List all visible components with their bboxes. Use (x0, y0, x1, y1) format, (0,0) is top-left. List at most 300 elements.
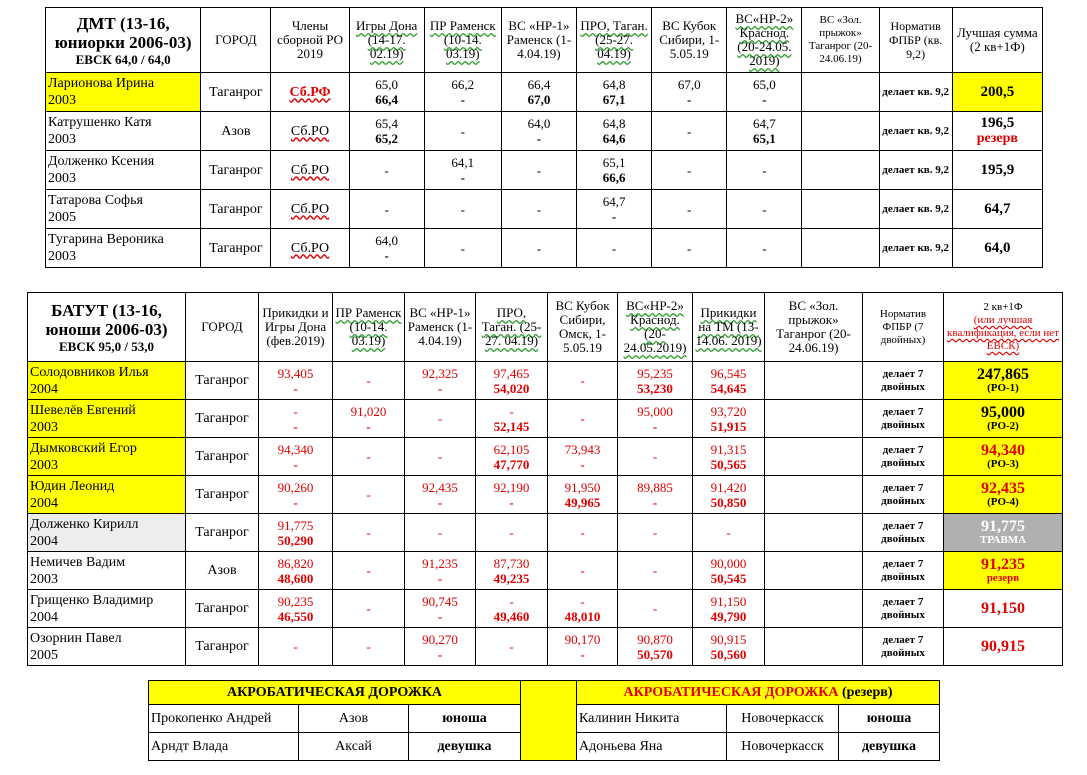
score-first: 91,235 (422, 555, 458, 571)
team-label: Сб.РФ (289, 84, 331, 100)
dmt-col-zol: ВС «Зол. прыжок» Таганрог (20-24.06.19) (802, 8, 879, 73)
score-first: 91,315 (710, 441, 747, 457)
score-second: - (536, 131, 542, 146)
track-title: АКРОБАТИЧЕСКАЯ ДОРОЖКА (149, 681, 521, 705)
score-cell (693, 362, 765, 400)
score-second: 49,790 (710, 608, 747, 624)
score-first: 96,545 (710, 365, 747, 381)
score-first: 93,405 (277, 365, 314, 381)
best-rank: (РО-1) (987, 382, 1019, 394)
athlete-name: Юдин Леонид (30, 478, 115, 494)
score-first: - (611, 240, 617, 256)
score-first: 64,8 (602, 116, 626, 131)
score-cell (405, 400, 476, 438)
score-first: 90,745 (422, 593, 458, 609)
score-cell (548, 400, 618, 438)
score-first: 97,465 (493, 365, 530, 381)
score-first: - (509, 593, 514, 609)
score-cell-pro (577, 73, 652, 112)
score-cell (765, 400, 863, 438)
score-first: - (437, 449, 443, 464)
score-first: 64,0 (527, 116, 551, 131)
score-second: 64,6 (602, 131, 626, 146)
best-sum: 92,435 (981, 480, 1025, 497)
team-cell (271, 229, 349, 268)
score-first: 90,000 (710, 555, 747, 571)
score-first: 66,4 (527, 77, 551, 92)
batut-col-vs2 (618, 293, 693, 362)
city-cell: Таганрог (201, 151, 271, 190)
score-first: - (762, 201, 767, 217)
score-first: 65,1 (602, 155, 626, 170)
score-cell (618, 362, 693, 400)
city-cell: Таганрог (186, 590, 259, 628)
score-cell (476, 438, 548, 476)
score-second: 52,145 (493, 418, 530, 434)
score-cell (765, 362, 863, 400)
score-first: 65,0 (375, 77, 399, 92)
athlete-name-cell (46, 229, 201, 268)
score-first: - (509, 639, 514, 654)
score-second: 50,545 (710, 570, 747, 586)
score-cell-games (349, 229, 424, 268)
score-cell-pr (424, 73, 501, 112)
dmt-col-vs1: ВС «НР-1» Раменск (1-4.04.19) (501, 8, 576, 73)
score-cell-vs1 (501, 190, 576, 229)
score-first: - (293, 639, 298, 654)
dmt-title-cell (46, 8, 201, 73)
score-first: 89,885 (637, 479, 673, 495)
best-sum: 196,5 (980, 115, 1015, 131)
dmt-col-pr (424, 8, 501, 73)
score-second: - (437, 608, 443, 624)
norm-cell: делает кв. 9,2 (879, 112, 952, 151)
dmt-row (46, 151, 1043, 190)
norm-cell: делает 7 двойных (863, 400, 944, 438)
score-first: - (366, 639, 371, 654)
batut-best-header: 2 кв+1Ф (983, 301, 1023, 313)
score-cell (476, 362, 548, 400)
score-first: - (437, 411, 443, 426)
batut-col-pr-label: ПР Раменск (10-14. 03.19) (335, 305, 402, 348)
score-second: 48,010 (564, 608, 601, 624)
score-cell-kub (652, 112, 727, 151)
score-second: - (293, 456, 298, 472)
score-first: - (652, 601, 658, 616)
score-cell-vs2 (727, 190, 802, 229)
score-second: 67,1 (602, 92, 626, 107)
batut-col-tm (693, 293, 765, 362)
athlete-name-cell (46, 73, 201, 112)
score-first: 64,1 (451, 155, 475, 170)
city-cell: Таганрог (186, 628, 259, 666)
score-first: - (366, 373, 371, 388)
score-first: 86,820 (277, 555, 314, 571)
score-first: - (580, 373, 585, 388)
score-first: - (652, 563, 658, 578)
norm-cell: делает кв. 9,2 (879, 190, 952, 229)
score-second: - (611, 209, 617, 224)
score-second: 54,645 (710, 380, 747, 396)
score-cell (693, 628, 765, 666)
dmt-col-kub: ВС Кубок Сибири, 1-5.05.19 (652, 8, 727, 73)
score-cell (765, 628, 863, 666)
score-cell (618, 590, 693, 628)
score-first: - (687, 240, 692, 256)
score-cell-pr (424, 151, 501, 190)
score-second: 49,460 (493, 608, 530, 624)
score-cell (476, 552, 548, 590)
score-second: 66,4 (375, 92, 399, 107)
athlete-name-cell (46, 190, 201, 229)
dmt-row (46, 229, 1043, 268)
score-second: 49,965 (564, 494, 601, 510)
score-first: 62,105 (493, 441, 530, 457)
city-cell: Таганрог (201, 190, 271, 229)
dmt-row (46, 73, 1043, 112)
score-first: - (384, 201, 389, 217)
score-second: - (293, 418, 298, 434)
track-main-gender-1: юноша (409, 705, 521, 733)
score-cell (693, 552, 765, 590)
best-note: резерв (976, 131, 1018, 146)
score-cell (548, 438, 618, 476)
score-cell-vs1 (501, 229, 576, 268)
score-first: - (652, 525, 658, 540)
score-cell (333, 628, 405, 666)
best-cell (944, 400, 1063, 438)
best-cell (952, 112, 1042, 151)
score-first: - (536, 162, 542, 178)
score-cell (765, 476, 863, 514)
score-cell-vs2 (727, 151, 802, 190)
score-first: - (366, 487, 371, 502)
best-rank: резерв (986, 572, 1020, 584)
batut-best-note: (или лучшая квалификация, если нет ЕВСК) (947, 314, 1059, 352)
track-reserve-title (577, 681, 940, 705)
score-cell (548, 628, 618, 666)
athlete-name: Долженко Ксения (48, 154, 155, 169)
score-second: 65,1 (752, 131, 776, 146)
score-cell-vs1 (501, 112, 576, 151)
athlete-name: Озорнин Павел (30, 630, 122, 646)
dmt-col-vs2-label: ВС«НР-2» Краснод. (20-24.05. 2019) (735, 11, 794, 68)
batut-table (27, 292, 1063, 666)
zol-cell (802, 229, 879, 268)
athlete-name: Ларионова Ирина (48, 76, 155, 91)
score-first: 95,000 (637, 403, 673, 419)
score-first: 64,7 (602, 194, 626, 209)
dmt-col-city: ГОРОД (201, 8, 271, 73)
score-second: 50,560 (710, 646, 747, 662)
score-cell (548, 590, 618, 628)
city-cell: Таганрог (201, 229, 271, 268)
norm-cell: делает кв. 9,2 (879, 151, 952, 190)
batut-row (28, 590, 1063, 628)
batut-col-pro (476, 293, 548, 362)
score-second: - (652, 418, 658, 434)
athlete-year: 2003 (48, 93, 76, 108)
track-reserve-title-text: АКРОБАТИЧЕСКАЯ ДОРОЖКА (623, 685, 839, 700)
score-cell (405, 438, 476, 476)
score-first: 95,235 (637, 365, 673, 381)
score-first: - (762, 162, 767, 178)
score-first: - (580, 593, 585, 609)
score-first: 92,190 (493, 479, 530, 495)
score-cell-vs1 (501, 151, 576, 190)
score-first: - (726, 525, 731, 540)
track-main-name-2: Арндт Влада (149, 733, 299, 761)
team-cell (271, 73, 349, 112)
best-cell (952, 151, 1042, 190)
athlete-year: 2003 (48, 249, 76, 264)
best-sum: 95,000 (981, 404, 1025, 421)
best-cell (944, 438, 1063, 476)
score-second: 50,290 (277, 532, 314, 548)
score-first: - (460, 240, 465, 256)
score-cell (693, 514, 765, 552)
batut-col-best (944, 293, 1063, 362)
best-sum: 247,865 (977, 366, 1029, 383)
score-cell (618, 438, 693, 476)
score-first: 65,4 (375, 116, 399, 131)
best-sum: 195,9 (980, 161, 1015, 178)
athlete-name: Солодовников Илья (30, 364, 149, 380)
score-second: - (293, 380, 298, 396)
score-first: - (536, 240, 542, 256)
batut-row (28, 438, 1063, 476)
score-second: 50,570 (637, 646, 673, 662)
track-reserve-city-1: Новочеркасск (727, 705, 839, 733)
team-cell (271, 112, 349, 151)
score-cell (259, 362, 333, 400)
score-first: - (580, 525, 585, 540)
score-cell (618, 628, 693, 666)
batut-row (28, 628, 1063, 666)
score-cell (618, 552, 693, 590)
dmt-row (46, 190, 1043, 229)
track-reserve-name-1: Калинин Никита (577, 705, 727, 733)
best-cell (944, 476, 1063, 514)
dmt-col-team: Члены сборной РО 2019 (271, 8, 349, 73)
score-cell-pro (577, 229, 652, 268)
score-first: - (460, 123, 465, 139)
batut-title: БАТУТ (13-16, юноши 2006-03) (45, 300, 168, 339)
score-cell (333, 514, 405, 552)
score-cell (259, 476, 333, 514)
score-second: - (460, 170, 465, 185)
score-first: 66,2 (451, 77, 475, 92)
athlete-year: 2005 (30, 647, 58, 663)
athlete-year: 2004 (30, 495, 58, 511)
norm-cell: делает кв. 9,2 (879, 73, 952, 112)
score-cell (405, 476, 476, 514)
batut-col-norm: Норматив ФПБР (7 двойных) (863, 293, 944, 362)
track-reserve-name-2: Адоньева Яна (577, 733, 727, 761)
score-first: 90,915 (710, 631, 747, 647)
score-cell (476, 628, 548, 666)
dmt-col-games (349, 8, 424, 73)
score-first: 67,0 (677, 77, 701, 92)
batut-row (28, 400, 1063, 438)
score-cell (259, 628, 333, 666)
score-cell (618, 514, 693, 552)
score-cell (476, 514, 548, 552)
score-first: 64,8 (602, 77, 626, 92)
athlete-name: Катрушенко Катя (48, 115, 152, 130)
score-first: - (652, 449, 658, 464)
best-sum: 200,5 (980, 83, 1015, 100)
score-first: 65,0 (752, 77, 776, 92)
score-cell (333, 362, 405, 400)
score-cell-pr (424, 229, 501, 268)
score-cell (765, 514, 863, 552)
dmt-col-pro-label: ПРО, Таган. (25-27. 04.19) (580, 18, 648, 61)
score-second: - (687, 92, 692, 107)
score-second: - (437, 494, 443, 510)
score-cell-vs2 (727, 229, 802, 268)
athlete-year: 2003 (30, 571, 58, 587)
zol-cell (802, 190, 879, 229)
batut-col-zol: ВС «Зол. прыжок» Таганрог (20-24.06.19) (765, 293, 863, 362)
athlete-name-cell (28, 400, 186, 438)
score-first: 90,870 (637, 631, 673, 647)
team-label: Сб.РО (290, 240, 330, 256)
score-second: 48,600 (277, 570, 314, 586)
batut-title-cell (28, 293, 186, 362)
athlete-name: Долженко Кирилл (30, 516, 139, 532)
score-cell (259, 514, 333, 552)
team-label: Сб.РО (290, 162, 330, 178)
athlete-year: 2004 (30, 533, 58, 549)
batut-row (28, 476, 1063, 514)
score-first: 90,260 (277, 479, 314, 495)
score-cell (765, 438, 863, 476)
score-first: 91,150 (710, 593, 747, 609)
score-second: - (580, 456, 585, 472)
dmt-title: ДМТ (13-16, юниорки 2006-03) (54, 13, 192, 52)
dmt-row (46, 112, 1043, 151)
batut-row (28, 514, 1063, 552)
athlete-name-cell (28, 362, 186, 400)
score-second: 51,915 (710, 418, 747, 434)
score-cell-games (349, 190, 424, 229)
dmt-col-vs2 (727, 8, 802, 73)
score-second: 53,230 (637, 380, 673, 396)
batut-row (28, 552, 1063, 590)
city-cell: Таганрог (186, 476, 259, 514)
score-cell-pro (577, 112, 652, 151)
athlete-name: Дымковский Егор (30, 440, 137, 456)
score-cell (548, 514, 618, 552)
track-main-gender-2: девушка (409, 733, 521, 761)
best-sum: 91,150 (981, 600, 1025, 617)
score-second: 46,550 (277, 608, 314, 624)
athlete-year: 2003 (48, 132, 76, 147)
city-cell: Таганрог (186, 514, 259, 552)
track-main-name-1: Прокопенко Андрей (149, 705, 299, 733)
best-cell (944, 362, 1063, 400)
batut-col-pro-label: ПРО, Таган. (25-27. 04.19) (481, 305, 542, 348)
score-second: 66,6 (602, 170, 626, 185)
dmt-table (45, 7, 1043, 268)
score-first: - (509, 403, 514, 419)
score-first: 64,0 (375, 233, 399, 248)
score-cell-pr (424, 190, 501, 229)
norm-cell: делает 7 двойных (863, 476, 944, 514)
batut-col-vs1: ВС «НР-1» Раменск (1-4.04.19) (405, 293, 476, 362)
track-reserve-word: (резерв) (842, 685, 893, 700)
score-first: - (687, 201, 692, 217)
score-second: - (762, 92, 767, 107)
score-second: 49,235 (493, 570, 530, 586)
score-first: 92,435 (422, 479, 458, 495)
score-cell (405, 514, 476, 552)
athlete-name-cell (46, 112, 201, 151)
best-sum: 94,340 (981, 442, 1025, 459)
score-cell (693, 476, 765, 514)
score-cell (259, 590, 333, 628)
score-first: - (687, 162, 692, 178)
best-rank: (РО-4) (987, 496, 1019, 508)
dmt-col-pr-label: ПР Раменск (10-14. 03.19) (429, 18, 496, 61)
batut-col-kub: ВС Кубок Сибири, Омск, 1-5.05.19 (548, 293, 618, 362)
score-cell-vs1 (501, 73, 576, 112)
zol-cell (802, 73, 879, 112)
score-first: 93,720 (710, 403, 747, 419)
score-cell-games (349, 151, 424, 190)
dmt-col-best: Лучшая сумма (2 кв+1Ф) (952, 8, 1042, 73)
athlete-name: Тугарина Вероника (48, 232, 164, 247)
score-first: - (366, 449, 371, 464)
score-first: - (762, 240, 767, 256)
best-cell (952, 73, 1042, 112)
track-main-city-2: Аксай (299, 733, 409, 761)
athlete-name-cell (28, 476, 186, 514)
athlete-name: Немичев Вадим (30, 554, 126, 570)
score-first: - (366, 601, 371, 616)
athlete-name-cell (28, 590, 186, 628)
score-cell (693, 590, 765, 628)
score-first: - (509, 525, 514, 540)
best-cell (944, 552, 1063, 590)
score-first: 92,325 (422, 365, 458, 381)
track-separator (521, 681, 577, 761)
best-cell (944, 628, 1063, 666)
best-rank: (РО-3) (987, 458, 1019, 470)
best-cell (944, 590, 1063, 628)
batut-row (28, 362, 1063, 400)
score-first: 90,270 (422, 631, 458, 647)
score-first: 87,730 (493, 555, 530, 571)
batut-col-games: Прикидки и Игры Дона (фев.2019) (259, 293, 333, 362)
athlete-year: 2005 (48, 210, 76, 225)
score-first: - (580, 411, 585, 426)
best-sum: 64,0 (984, 239, 1011, 256)
score-cell (333, 552, 405, 590)
dmt-col-norm: Норматив ФПБР (кв. 9,2) (879, 8, 952, 73)
norm-cell: делает 7 двойных (863, 438, 944, 476)
score-cell-kub (652, 229, 727, 268)
score-second: 65,2 (375, 131, 399, 146)
best-cell (952, 190, 1042, 229)
batut-col-pr (333, 293, 405, 362)
score-cell (333, 590, 405, 628)
athlete-name: Татарова Софья (48, 193, 143, 208)
score-second: 47,770 (493, 456, 530, 472)
score-cell (548, 362, 618, 400)
athlete-year: 2003 (30, 457, 58, 473)
